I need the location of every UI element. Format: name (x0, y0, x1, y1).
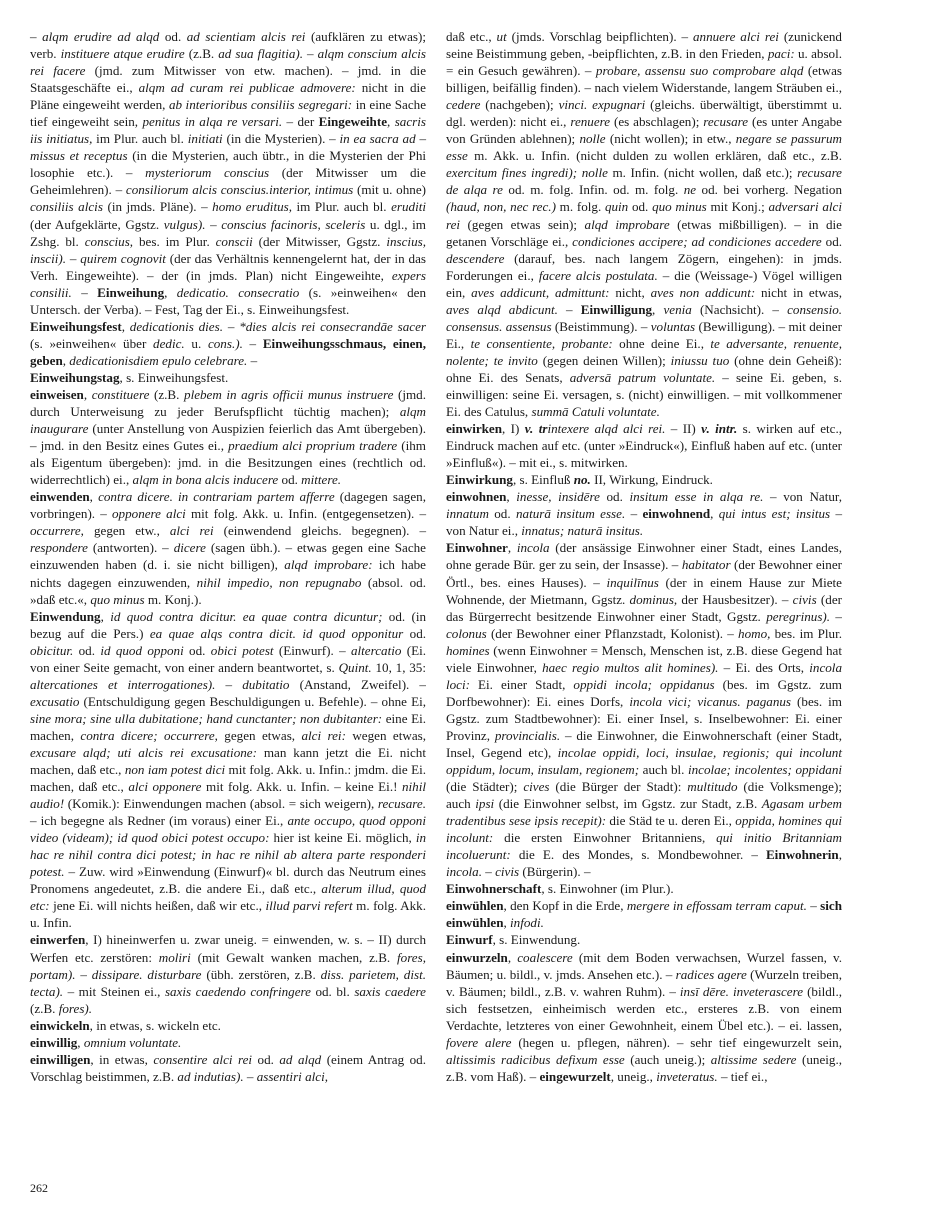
left-column (30, 28, 426, 1085)
entry-einwohner: Einwohner, incola (der ansässige Einwohner einer Stadt, eines Landes, ohne gerade Bür. ger zu sein, der Insasse). – habitator (der Bewohner einer Örtl., bes. eines Hauses). – inquilīnus (der in einem Hause zur Miete Wohnende, der Mietmann, Ggstz. dominus, der Hausbesitzer). – civis (der das Bürgerrecht besitzende Einwohner einer Stadt, Ggstz. peregrinus). – colonus (der Bewohner einer Pflanzstadt, Kolonist). – homo, bes. im Plur. homines (wenn Einwohner = Mensch, Menschen ist, z.B. diese Gegend hat viele Einwohner, haec regio multos alit homines). – Ei. des Orts, incola loci: Ei. einer Stadt, oppidi incola; oppidanus (bes. im Ggstz. zum Dorfbewohner): Ei. eines Dorfs, incola vici; vicanus. paganus (bes. im Ggstz. zum Stadtbewohner): Ei. einer Insel, s. Inselbewohner: Ei. einer Provinz, provincialis. – die Einwohner, die Einwohnerschaft (einer Stadt, Insel, Gegend etc), incolae oppidi, loci, insulae, regionis; qui incolunt oppidum, locum, insulam, regionem; auch bl. incolae; incolentes; oppidani (die Städter); cives (die Bürger der Stadt): multitudo (die Volksmenge); auch ipsi (die Einwohner selbst, im Ggstz. zur Stadt, z.B. Agasam urbem tradentibus sese ipsis recepit): die Städ te u. deren Ei., oppida, homines qui incolunt: die ersten Einwohner Britanniens, qui initio Britanniam incoluerunt: die E. des Mondes, s. Mondbewohner. – Einwohnerin, incola. – civis (Bürgerin). – (446, 540, 843, 880)
entry-einwurzeln: einwurzeln, coalescere (mit dem Boden verwachsen, Wurzel fassen, v. Bäumen; u. bildl., v. jmds. Ansehen etc.). – radices agere (Wurzeln treiben, v. Bäumen; bildl., z.B. v. wahren Ruhm). – insī dēre. inveterascere (bildl., sich festsetzen, einheimisch werden etc., ersteres z.B. von einem Verdachte, letzteres von einer Gewohnheit, einem Übel etc.). – ei. lassen, fovere alere (hegen u. pflegen, nähren). – sehr tief eingewurzelt sein, altissimis radicibus defixum esse (auch uneig.); altissime sedere (uneig., z.B. vom Haß). – eingewurzelt, uneig., inveteratus. – tief ei., (446, 949, 842, 1084)
entry-einwilligen: einwilligen, in etwas, consentire alci rei od. ad alqd (einem Antrag od. Vorschlag beistimmen, z.B. ad indutias). – assentiri alci, (30, 1051, 426, 1084)
entry-einweihungsfest: Einweihungsfest, dedicationis dies. – *dies alcis rei consecrandāe sacer (s. »einweihen« über dedic. u. cons.). – Einweihungsschmaus, einen, geben, dedicationisdiem epulo celebrare. – (30, 318, 427, 368)
right-column (446, 28, 842, 1085)
entry-einwohnerschaft: Einwohnerschaft, s. Einwohner (im Plur.). (446, 881, 674, 897)
entry-einwillig: einwillig, omnium voluntate. (30, 1034, 182, 1050)
entry-einwirkung: Einwirkung, s. Einfluß no. II, Wirkung, Eindruck. (446, 472, 713, 488)
entry-einwickeln: einwickeln, in etwas, s. wickeln etc. (30, 1017, 221, 1033)
entry-eingeweiht-continued: – alqm erudire ad alqd od. ad scientiam alcis rei (aufklären zu etwas); verb. instituere atque erudire (z.B. ad sua flagitia). – alqm conscium alcis rei facere (jmd. zum Mitwisser von etw. machen). – jmd. in die Staatsgeschäfte ei., alqm ad curam rei publicae admovere: nicht in die Pläne eingeweiht werden, ab interioribus consiliis segregari: in eine Sache tief eingeweiht sein, penitus in alqa re versari. – der Eingeweihte, sacris iis initiatus, im Plur. auch bl. initiati (in die Mysterien). – in ea sacra ad – missus et receptus (in die Mysterien, auch übtr., in die Mysterien der Phi losophie etc.). – mysteriorum conscius (der Mitwisser um die Geheimlehren). – consiliorum alcis conscius.interior, intimus (mit u. ohne) consiliis alcis (in jmds. Pläne). – homo eruditus, im Plur. auch bl. eruditi (der Aufgeklärte, Ggstz. vulgus). – conscius facinoris, sceleris u. dgl., im Zshg. bl. conscius, bes. im Plur. conscii (der Mitwisser, Ggstz. inscius, inscii). – quirem cognovit (der das Verhältnis kennengelernt hat, der in das Verh. Eingeweihte). – der (in jmds. Plan) nicht Eingeweihte, expers consilii. – Einweihung, dedicatio. consecratio (s. »einweihen« den Untersch. der Verba). – Fest, Tag der Ei., s. Einweihungsfest. (30, 29, 427, 317)
entry-einwohnen: einwohnen, inesse, insidēre od. insitum esse in alqa re. – von Natur, innatum od. naturā insitum esse. – einwohnend, qui intus est; insitus – von Natur ei., innatus; naturā insitus. (446, 489, 843, 539)
entry-einwerfen: einwerfen, I) hineinwerfen u. zwar uneig. = einwenden, w. s. – II) durch Werfen etc. zerstören: moliri (mit Gewalt wanken machen, z.B. fores, portam). – dissipare. disturbare (übh. zerstören, z.B. diss. parietem, dist. tecta). – mit Steinen ei., saxis caedendo confringere od. bl. saxis caedere (z.B. fores). (30, 932, 426, 1016)
entry-einwilligen-continued: daß etc., ut (jmds. Vorschlag beipflichten). – annuere alci rei (zunickend seine Beistimmung geben, -beipflichten, z.B. in den Frieden, paci: u. absol. = ein Gesuch gewähren). – probare, assensu suo comprobare alqd (etwas billigen, beifällig finden). – nach vielem Widerstande, langem Sträuben ei., cedere (nachgeben); vinci. expugnari (gleichs. überwältigt, überstimmt u. dgl. werden): nicht ei., renuere (es abschlagen); recusare (es unter Angabe von Gründen ablehnen); nolle (nicht wollen); in etw., negare se passurum esse m. Akk. u. Infin. (nicht dulden zu wollen erklären, daß etc., z.B. exercitum fines ingredi); nolle m. Infin. (nicht wollen, daß etc.); recusare de alqa re od. m. folg. Infin. od. m. folg. ne od. bei vorherg. Negation (haud, non, nec rec.) m. folg. quin od. quo minus mit Konj.; adversari alci rei (gegen etwas sein); alqd improbare (etwas mißbilligen). – in die getanen Vorschläge ei., condiciones accipere; ad condiciones accedere od. descendere (darauf, bes. nach langem Zögern, eingehen): in jmds. Forderungen ei., facere alcis postulata. – die (Weissage-) Vögel willigen ein, aves addicunt, admittunt: nicht, aves non addicunt: nicht in etwas, aves alqd abdicunt. – Einwilligung, venia (Nachsicht). – consensio. consensus. assensus (Beistimmung). – voluntas (Bewilligung). – mit deiner Ei., te consentiente, probante: ohne deine Ei., te adversante, renuente, nolente; te invito (gegen deinen Willen); iniussu tuo (ohne dein Geheiß): ohne Ei. des Senats, adversā patrum voluntate. – seine Ei. geben, s. einwilligen: seine Ei. versagen, s. (nicht) einwilligen. – mit vollkommener Ei. des Catulus, summā Catuli voluntate. (446, 29, 843, 420)
entry-einwuehlen: einwühlen, den Kopf in die Erde, mergere in effossam terram caput. – sich einwühlen, infodi. (446, 898, 842, 931)
entry-einwendung: Einwendung, id quod contra dicitur. ea quae contra dicuntur; od. (in bezug auf die Pers.) ea quae alqs contra dicit. id quod opponitur od. obicitur. od. id quod opponi od. obici potest (Einwurf). – altercatio (Ei. von einer Seite gemacht, von einer andern beantwortet, s. Quint. 10, 1, 35: altercationes et interrogationes). – dubitatio (Anstand, Zweifel). – excusatio (Entschuldigung gegen Beschuldigungen u. Befehle). – ohne Ei, sine mora; sine ulla dubitatione; hand cunctanter; non dubitanter: eine Ei. machen, contra dicere; occurrere, gegen etwas, alci rei: wegen etwas, excusare alqd; uti alcis rei excusatione: man kann jetzt die Ei. nicht machen, daß etc., non iam potest dici mit folg. Akk. u. Infin.: jmdm. die Ei. machen, daß etc., alci opponere mit folg. Akk. u. Infin. – keine Ei.! nihil audio! (Komik.): Einwendungen machen (absol. = sich weigern), recusare. – ich begegne als Redner (im voraus) einer Ei., ante occupo, quod opponi video (videam); id quod obici potest occupo: hier ist keine Ei. möglich, in hac re nihil contra dici potest; in hac re nihil ab altera parte responderi potest. – Zuw. wird »Einwendung (Einwurf)« bl. durch das Neutrum eines Pronomens angedeutet, z.B. die andere Ei., daß etc., alterum illud, quod etc: jene Ei. will nichts heißen, daß wir etc., illud parvi refert m. folg. Akk. u. Infin. (30, 608, 427, 931)
entry-einwenden: einwenden, contra dicere. in contrariam partem afferre (dagegen sagen, vorbringen). – opponere alci mit folg. Akk. u. Infin. (entgegensetzen). – occurrere, gegen etw., alci rei (einwendend gleichs. begegnen). – respondere (antworten). – dicere (sagen übh.). – etwas gegen eine Sache einzuwenden haben (d. i. sie nicht billigen), alqd improbare: ich habe nichts dagegen einzuwenden, nihil impedio, non repugnabo (absol. od. »daß etc.«, quo minus m. Konj.). (30, 489, 427, 607)
entry-einweisen: einweisen, constituere (z.B. plebem in agris officii munus instruere (jmd. durch Unterweisung zu jeder Berufspflicht tüchtig machen); alqm inaugurare (unter Anstellung von Auspizien feierlich das Amt übergeben). – jmd. in den Besitz eines Gutes ei., praedium alci proprium tradere (ihm als Eigentum übergeben): jmd. in die Besitzungen eines (rechtlich od. widerrechtlich) ei., alqm in bona alcis inducere od. mittere. (30, 386, 426, 488)
entry-einweihungstag: Einweihungstag, s. Einweihungsfest. (30, 369, 229, 385)
entry-einwurf: Einwurf, s. Einwendung. (446, 932, 581, 948)
entry-einwirken: einwirken, I) v. trintexere alqd alci rei. – II) v. intr. s. wirken auf etc., Eindruck machen auf etc. (unter »Eindruck«), Einfluß haben auf etc. (unter »Einfluß«). – mit ei., s. mitwirken. (446, 421, 843, 471)
page-number: 262 (30, 1181, 48, 1195)
